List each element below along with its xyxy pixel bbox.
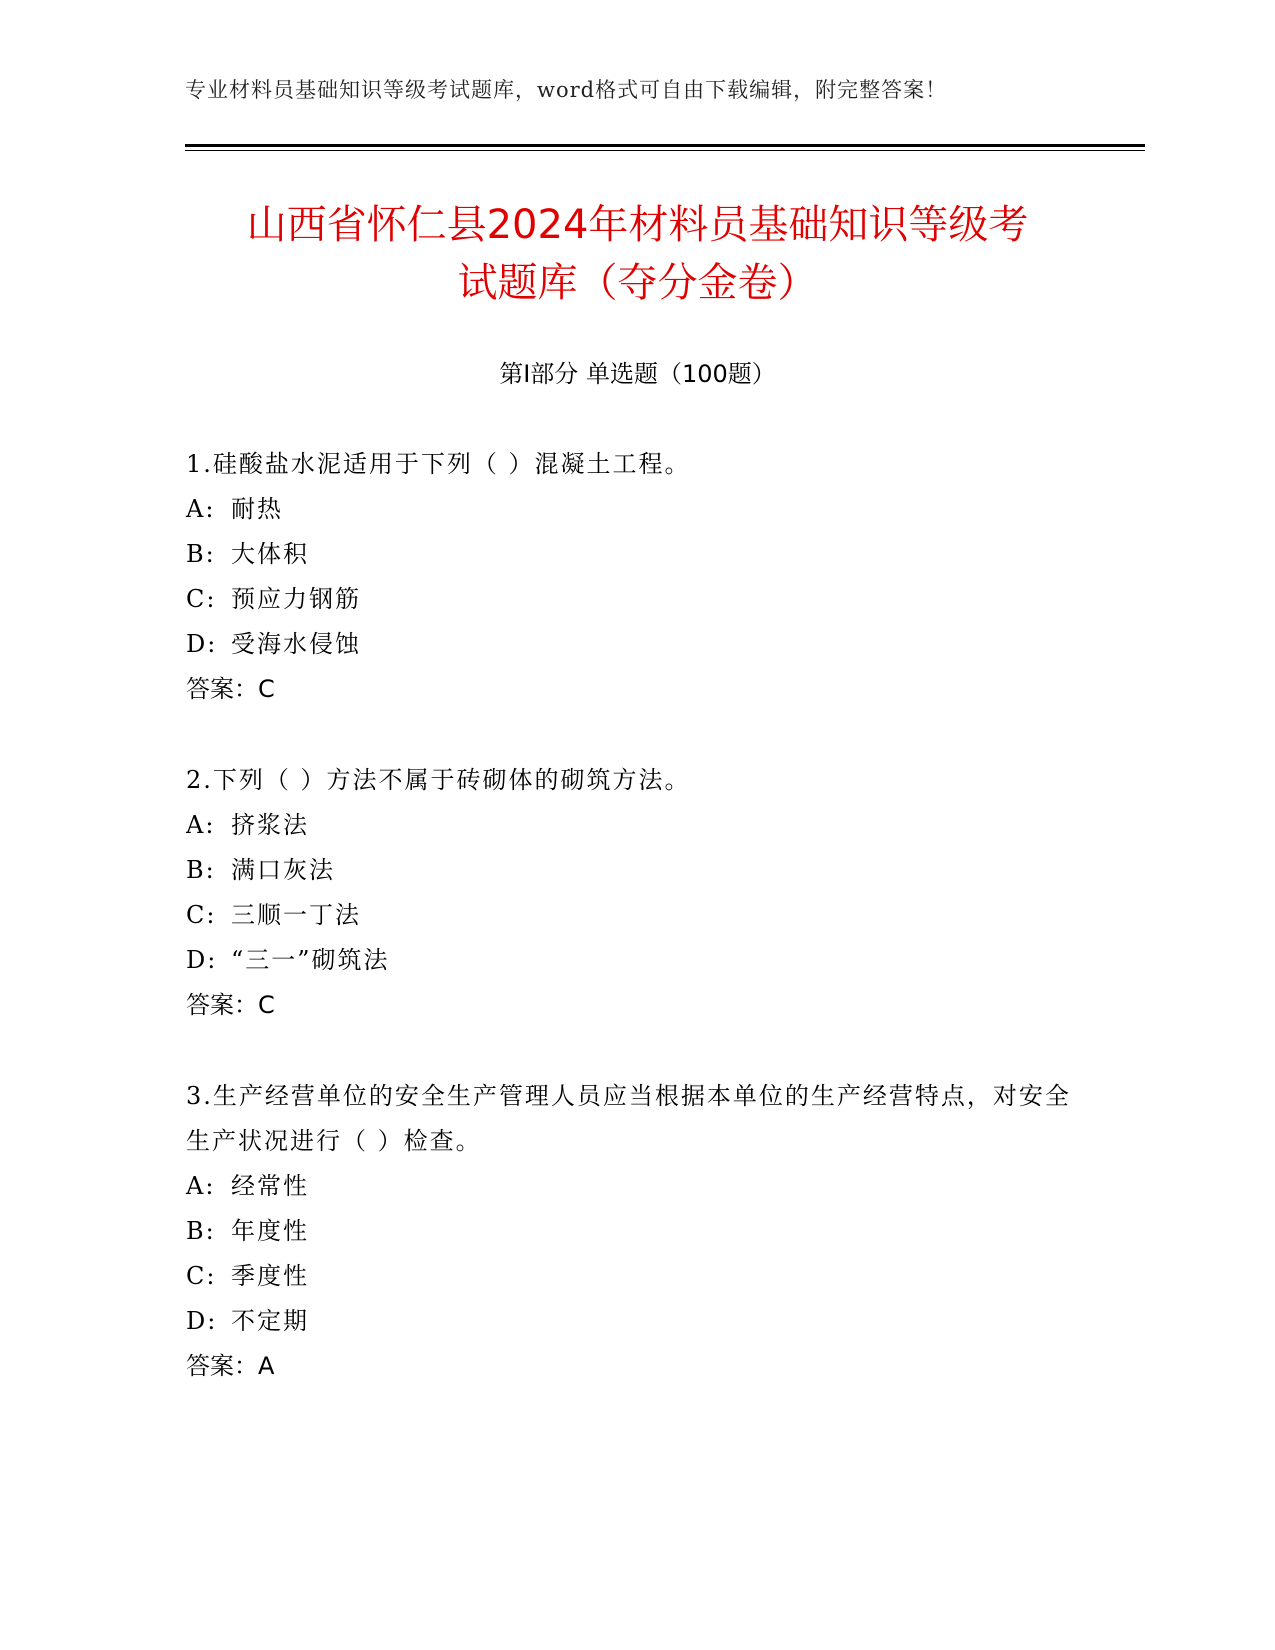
option-d xyxy=(186,1299,1086,1344)
question-stem: 3.生产经营单位的安全生产管理人员应当根据本单位的生产经营特点，对安全生产状况进行（ ）检查。 xyxy=(186,1082,1071,1155)
option-key: B: xyxy=(186,856,216,884)
option-text: 挤浆法 xyxy=(231,811,309,839)
option-b xyxy=(186,848,1086,893)
question-3 xyxy=(186,1074,1086,1389)
title-line-2: 试题库（夺分金卷） xyxy=(457,260,818,306)
option-text: 季度性 xyxy=(231,1262,309,1290)
header-rule-thick xyxy=(185,144,1145,147)
option-key: D: xyxy=(186,630,218,658)
option-key: B: xyxy=(186,540,216,568)
document-title xyxy=(150,196,1125,312)
option-c xyxy=(186,893,1086,938)
option-text: 耐热 xyxy=(231,495,283,523)
option-text: 三顺一丁法 xyxy=(231,901,361,929)
option-a xyxy=(186,487,1086,532)
option-key: C: xyxy=(186,585,217,613)
option-key: D: xyxy=(186,1307,218,1335)
option-a xyxy=(186,1164,1086,1209)
option-text: 不定期 xyxy=(231,1307,309,1335)
option-text: 受海水侵蚀 xyxy=(231,630,361,658)
section-heading: 第Ⅰ部分 单选题（100题） xyxy=(499,360,776,388)
header-rule-thin xyxy=(185,150,1145,151)
option-text: “三一”砌筑法 xyxy=(231,946,390,974)
option-key: C: xyxy=(186,901,217,929)
option-key: A: xyxy=(186,495,216,523)
option-key: D: xyxy=(186,946,218,974)
option-c xyxy=(186,1254,1086,1299)
option-text: 经常性 xyxy=(231,1172,309,1200)
option-text: 大体积 xyxy=(231,540,309,568)
answer: 答案：C xyxy=(186,675,275,703)
question-2 xyxy=(186,758,1086,1028)
answer: 答案：C xyxy=(186,991,275,1019)
option-text: 满口灰法 xyxy=(231,856,335,884)
question-1 xyxy=(186,442,1086,712)
title-line-1: 山西省怀仁县2024年材料员基础知识等级考 xyxy=(246,202,1029,248)
option-d xyxy=(186,622,1086,667)
option-d xyxy=(186,938,1086,983)
option-key: B: xyxy=(186,1217,216,1245)
answer: 答案：A xyxy=(186,1352,275,1380)
option-key: A: xyxy=(186,1172,216,1200)
option-a xyxy=(186,803,1086,848)
option-key: A: xyxy=(186,811,216,839)
question-stem: 2.下列（ ）方法不属于砖砌体的砌筑方法。 xyxy=(186,766,691,794)
option-b xyxy=(186,532,1086,577)
question-stem: 1.硅酸盐水泥适用于下列（ ）混凝土工程。 xyxy=(186,450,691,478)
page-header: 专业材料员基础知识等级考试题库，word格式可自由下载编辑，附完整答案！ xyxy=(185,78,948,102)
option-text: 预应力钢筋 xyxy=(231,585,361,613)
option-b xyxy=(186,1209,1086,1254)
option-text: 年度性 xyxy=(231,1217,309,1245)
question-list xyxy=(186,442,1086,1435)
option-key: C: xyxy=(186,1262,217,1290)
option-c xyxy=(186,577,1086,622)
